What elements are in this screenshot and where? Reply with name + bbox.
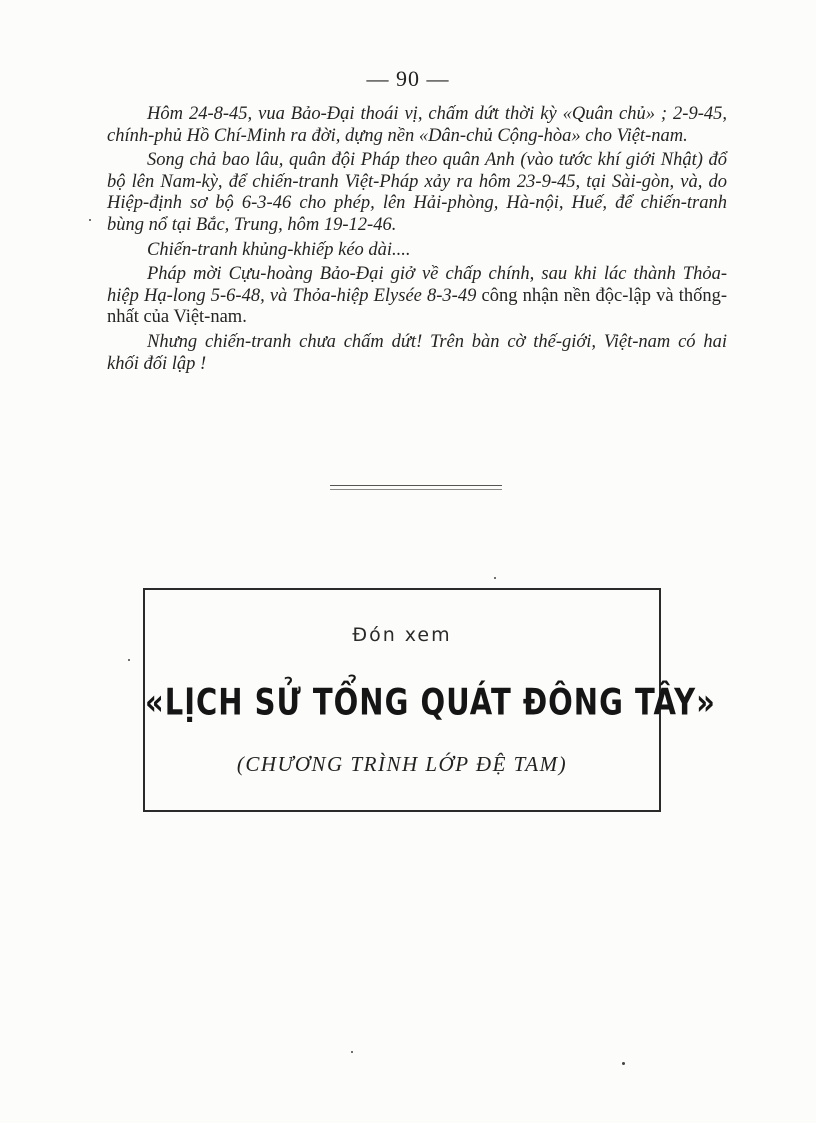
section-divider <box>330 485 502 486</box>
paragraph-text-italic: Pháp mời Cựu-hoàng Bảo-Đại giở về chấp chính, sau khi lác thành Thỏa-hiệp Hạ-long 5-6-48, và Thỏa-hiệp Elysée 8-3-49 <box>107 264 727 306</box>
advertisement-subtitle: (CHƯƠNG TRÌNH LỚP ĐỆ TAM) <box>236 752 568 776</box>
paragraph <box>107 332 727 375</box>
paragraph-text: Chiến-tranh khủng-khiếp kéo dài.... <box>147 239 411 260</box>
paragraph-text: Hôm 24-8-45, vua Bảo-Đại thoái vị, chấm dứt thời kỳ «Quân chủ» ; 2-9-45, chính-phủ Hồ Chí-Minh ra đời, dựng nền «Dân-chủ Cộng-hòa» cho Việt-nam. <box>107 104 727 146</box>
paragraph <box>107 150 727 236</box>
paragraph-text: Song chả bao lâu, quân đội Pháp theo quân Anh (vào tước khí giới Nhật) đổ bộ lên Nam-kỳ, để chiến-tranh Việt-Pháp xảy ra hôm 23-9-45, tại Sài-gòn, và, do Hiệp-định sơ bộ 6-3-46 cho phép, lên Hải-phòng, Hà-nội, Huế, để chiến-tranh bùng nổ tại Bắc, Trung, hôm 19-12-46. <box>107 150 727 235</box>
advertisement-title: «LỊCH SỬ TỔNG QUÁT ĐÔNG TÂY» <box>145 680 716 724</box>
body-text <box>107 104 727 378</box>
page-number: — 90 — <box>366 66 450 91</box>
print-speck <box>494 577 496 579</box>
paragraph <box>107 240 727 262</box>
advertisement-intro: Đón xem <box>352 624 452 646</box>
paragraph-text-roman: công nhận nền độc-lập và thống-nhất của Việt-nam. <box>107 285 727 328</box>
paragraph-text: Nhưng chiến-tranh chưa chấm dứt! Trên bàn cờ thế-giới, Việt-nam có hai khối đối lập ! <box>107 331 727 374</box>
advertisement-box <box>143 588 716 812</box>
paragraph <box>107 264 727 329</box>
paragraph <box>107 104 727 147</box>
print-speck <box>128 659 130 661</box>
print-speck <box>89 219 91 221</box>
print-speck <box>622 1062 625 1065</box>
print-speck <box>351 1051 353 1053</box>
